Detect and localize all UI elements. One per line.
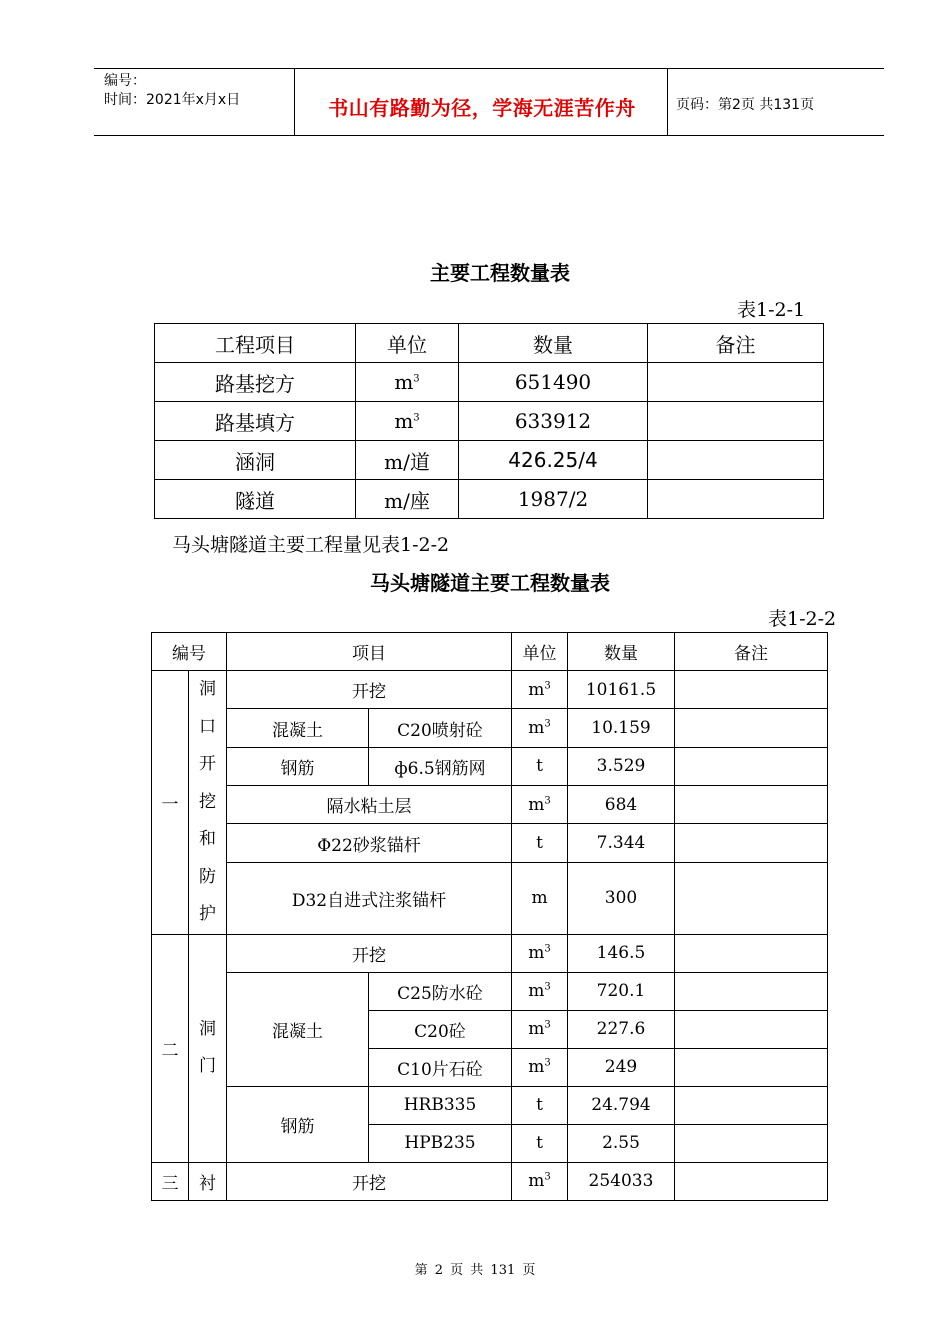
qty-cell: 300: [568, 862, 675, 934]
qty-cell: 2.55: [568, 1124, 675, 1162]
item-cell: 开挖: [227, 671, 512, 709]
sub-item-cell: HRB335: [369, 1086, 512, 1124]
table-row: [152, 934, 828, 972]
qty-cell: 24.794: [568, 1086, 675, 1124]
remark-cell: [675, 972, 828, 1010]
unit-cell: m/座: [356, 480, 459, 519]
qty-cell: 7.344: [568, 824, 675, 862]
table-row: [155, 402, 824, 441]
table-row: [152, 1086, 828, 1124]
item-cell: 隧道: [155, 480, 356, 519]
qty-cell: 633912: [459, 402, 648, 441]
group-number: 三: [152, 1162, 189, 1200]
qty-cell: 227.6: [568, 1010, 675, 1048]
qty-cell: 10161.5: [568, 671, 675, 709]
item-cell: 钢筋: [227, 747, 369, 785]
header-cell: 单位: [512, 633, 568, 671]
remark-cell: [675, 824, 828, 862]
item-cell: 路基挖方: [155, 363, 356, 402]
remark-cell: [675, 862, 828, 934]
qty-cell: 426.25/4: [459, 441, 648, 480]
table-row: [152, 972, 828, 1010]
unit-cell: t: [512, 1086, 568, 1124]
note-cell: [648, 402, 824, 441]
header-cell: 备注: [648, 324, 824, 363]
table2-title: 马头塘隧道主要工程数量表: [370, 571, 610, 595]
remark-cell: [675, 1048, 828, 1086]
item-cell: 路基填方: [155, 402, 356, 441]
qty-cell: 651490: [459, 363, 648, 402]
table-header-row: [152, 633, 828, 671]
remark-cell: [675, 1124, 828, 1162]
unit-cell: m: [512, 862, 568, 934]
table-row: [155, 441, 824, 480]
unit-cell: $m^3$: [512, 1010, 568, 1048]
qty-cell: 3.529: [568, 747, 675, 785]
header-page-number: 页码：第2页 共131页: [676, 97, 815, 113]
remark-cell: [675, 747, 828, 785]
table-row: [152, 862, 828, 934]
unit-cell: $m^3$: [512, 709, 568, 747]
table-row: [152, 824, 828, 862]
note-cell: [648, 441, 824, 480]
item-cell: D32自进式注浆锚杆: [227, 862, 512, 934]
header-cell: 数量: [459, 324, 648, 363]
group-name: 洞 口 开 挖 和 防 护: [189, 671, 227, 935]
main-quantity-table: [154, 323, 824, 519]
header-bottom-rule: [94, 135, 884, 136]
note-cell: [648, 480, 824, 519]
unit-cell: $m^3$: [512, 1048, 568, 1086]
group-number: 二: [152, 934, 189, 1162]
item-cell: 混凝土: [227, 709, 369, 747]
unit-cell: $m^3$: [356, 363, 459, 402]
unit-cell: m/道: [356, 441, 459, 480]
unit-cell: $m^3$: [356, 402, 459, 441]
qty-cell: 684: [568, 786, 675, 824]
sub-item-cell: HPB235: [369, 1124, 512, 1162]
table-row: [155, 480, 824, 519]
table2-number: 表1-2-2: [768, 608, 837, 630]
item-cell: Φ22砂浆锚杆: [227, 824, 512, 862]
item-cell: 开挖: [227, 1162, 512, 1200]
table-row: [155, 363, 824, 402]
tunnel-quantity-table: [151, 632, 828, 1201]
item-cell: 混凝土: [227, 972, 369, 1086]
unit-cell: t: [512, 747, 568, 785]
sub-item-cell: ф6.5钢筋网: [369, 747, 512, 785]
reference-note: 马头塘隧道主要工程量见表1-2-2: [172, 534, 450, 556]
group-name: 衬: [189, 1162, 227, 1200]
table-header-row: [155, 324, 824, 363]
header-cell: 备注: [675, 633, 828, 671]
item-cell: 隔水粘土层: [227, 786, 512, 824]
sub-item-cell: C20喷射砼: [369, 709, 512, 747]
sub-item-cell: C10片石砼: [369, 1048, 512, 1086]
remark-cell: [675, 671, 828, 709]
table-row: [152, 671, 828, 709]
page-footer: 第 2 页 共 131 页: [414, 1263, 536, 1278]
qty-cell: 146.5: [568, 934, 675, 972]
header-cell: 编号: [152, 633, 227, 671]
item-cell: 涵洞: [155, 441, 356, 480]
header-divider: [294, 69, 295, 136]
header-code: 编号：: [104, 73, 146, 89]
remark-cell: [675, 1162, 828, 1200]
header-top-rule: [94, 68, 884, 69]
remark-cell: [675, 786, 828, 824]
qty-cell: 10.159: [568, 709, 675, 747]
header-cell: 工程项目: [155, 324, 356, 363]
qty-cell: 720.1: [568, 972, 675, 1010]
header-motto: 书山有路勤为径，学海无涯苦作舟: [328, 96, 636, 120]
table-row: [152, 786, 828, 824]
table-row: [152, 747, 828, 785]
sub-item-cell: C20砼: [369, 1010, 512, 1048]
unit-cell: t: [512, 824, 568, 862]
remark-cell: [675, 1086, 828, 1124]
unit-cell: $m^3$: [512, 1162, 568, 1200]
unit-cell: $m^3$: [512, 934, 568, 972]
unit-cell: $m^3$: [512, 972, 568, 1010]
table-row: [152, 709, 828, 747]
qty-cell: 249: [568, 1048, 675, 1086]
remark-cell: [675, 934, 828, 972]
sub-item-cell: C25防水砼: [369, 972, 512, 1010]
remark-cell: [675, 1010, 828, 1048]
table-row: [152, 1162, 828, 1200]
remark-cell: [675, 709, 828, 747]
group-name: 洞 门: [189, 934, 227, 1162]
table1-title: 主要工程数量表: [430, 261, 570, 285]
unit-cell: $m^3$: [512, 671, 568, 709]
unit-cell: $m^3$: [512, 786, 568, 824]
header-cell: 数量: [568, 633, 675, 671]
note-cell: [648, 363, 824, 402]
item-cell: 钢筋: [227, 1086, 369, 1162]
header-cell: 单位: [356, 324, 459, 363]
table1-number: 表1-2-1: [737, 299, 806, 321]
qty-cell: 1987/2: [459, 480, 648, 519]
unit-cell: t: [512, 1124, 568, 1162]
header-time: 时间：2021年x月x日: [104, 92, 241, 108]
header-meta: [104, 72, 240, 110]
header-cell: 项目: [227, 633, 512, 671]
qty-cell: 254033: [568, 1162, 675, 1200]
item-cell: 开挖: [227, 934, 512, 972]
group-number: 一: [152, 671, 189, 935]
